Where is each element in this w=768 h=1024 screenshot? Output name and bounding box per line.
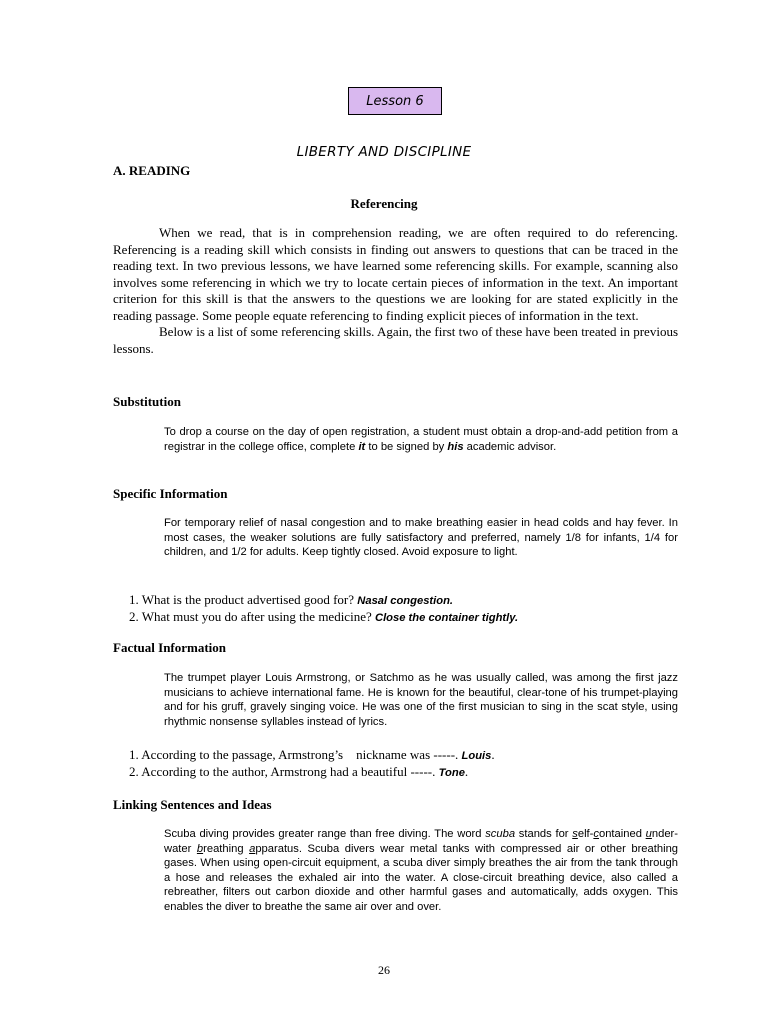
substitution-text-b: to be signed by xyxy=(365,440,448,453)
list-item xyxy=(129,609,518,626)
substitution-emphasis-his: his xyxy=(447,440,464,453)
linking-text: nder-water xyxy=(164,828,678,855)
linking-heading: Linking Sentences and Ideas xyxy=(113,797,272,812)
lesson-title: LIBERTY AND DISCIPLINE xyxy=(296,144,472,160)
list-item: 2. According to the author, Armstrong had a beautiful -----. Tone. xyxy=(129,764,469,779)
question-text: According to the author, Armstrong had a beautiful -----. xyxy=(141,764,436,779)
list-item: 1. According to the passage, Armstrong’s nickname was -----. Louis. xyxy=(129,747,495,762)
linking-text: stands for xyxy=(515,828,573,840)
linking-text: ontained xyxy=(598,828,646,840)
linking-text: Scuba diving provides greater range than free diving. The word xyxy=(164,828,486,840)
specific-info-excerpt: For temporary relief of nasal congestion and to make breathing easier in head colds and hay fever. In most cases, the weaker solutions are fully satisfactory and preferred, namely 1/8 for infants, 1/4 for children, and 1/2 for adults. Keep tightly closed. Avoid exposure to light. xyxy=(164,517,678,559)
acronym-letter: a xyxy=(249,842,256,855)
intro-paragraph-2: Below is a list of some referencing skills. Again, the first two of these have been treated in previous lessons. xyxy=(113,324,678,356)
lesson-label: Lesson 6 xyxy=(366,93,424,109)
question-number: 1. xyxy=(129,747,139,762)
substitution-text-c: academic advisor. xyxy=(463,440,557,453)
acronym-letter: u xyxy=(645,828,652,840)
linking-excerpt xyxy=(164,827,678,915)
list-item xyxy=(129,592,518,609)
question-number: 1. xyxy=(129,592,139,607)
factual-info-questions xyxy=(129,747,495,781)
linking-text: pparatus. Scuba divers wear metal tanks with compressed air or other breathing gases. When using open-circuit equipment, a scuba diver simply breathes the air from the tank through a hose and releases the exhaled air into the water. A close-circuit breathing device, also called a rebreather, filters out carbon dioxide and other harmful gases and automatically, adds oxygen. This enables the diver to breathe the same air over and over. xyxy=(164,842,679,913)
substitution-heading: Substitution xyxy=(113,394,181,409)
answer-text: Tone xyxy=(438,767,465,779)
substitution-emphasis-it: it xyxy=(358,440,366,453)
question-text: What is the product advertised good for? xyxy=(141,592,355,607)
answer-text: Nasal congestion. xyxy=(357,595,454,607)
substitution-text-a: To drop a course on the day of open registration, a student must obtain a drop-and-add petition from a registrar in the college office, complete xyxy=(164,426,678,453)
intro-paragraph-1: When we read, that is in comprehension reading, we are often required to do referencing. Referencing is a reading skill which consists in finding out answers to questions that can be traced in the reading text. In two previous lessons, we have learned some referencing skills. For example, scanning also involves some referencing in which we try to locate certain pieces of information in the text. An important criterion for this skill is that the answers to the questions we are looking for are stated explicitly in the reading passage. Some people equate referencing to finding explicit pieces of information in the text. xyxy=(113,225,678,323)
section-heading: A. READING xyxy=(113,163,191,178)
answer-text: Close the container tightly. xyxy=(374,612,519,624)
lesson-label-box xyxy=(348,87,442,115)
intro-text xyxy=(113,225,678,357)
linking-text: reathing xyxy=(203,842,250,855)
acronym-letter: c xyxy=(593,828,599,840)
linking-term: scuba xyxy=(485,828,516,840)
acronym-letter: b xyxy=(196,842,204,855)
substitution-excerpt xyxy=(164,425,678,454)
linking-text: elf- xyxy=(577,828,594,840)
question-text: According to the passage, Armstrong’s nickname was -----. xyxy=(141,747,459,762)
factual-info-heading: Factual Information xyxy=(113,640,227,655)
question-number: 2. xyxy=(129,609,139,624)
page-number: 26 xyxy=(378,963,390,977)
specific-info-heading: Specific Information xyxy=(113,486,228,501)
factual-info-excerpt: The trumpet player Louis Armstrong, or Satchmo as he was usually called, was among the first jazz musicians to achieve international fame. He is known for the beautiful, clear-tone of his trumpet-playing and for his gruff, gravely singing voice. He was one of the first musician to sing in the scat style, using rhythmic nonsense syllables instead of lyrics. xyxy=(164,672,678,728)
question-text: What must you do after using the medicine? xyxy=(141,609,372,624)
question-number: 2. xyxy=(129,764,139,779)
acronym-letter: s xyxy=(572,828,578,840)
answer-text: Louis xyxy=(461,750,492,762)
specific-info-questions xyxy=(129,592,518,626)
subheading: Referencing xyxy=(350,196,418,211)
